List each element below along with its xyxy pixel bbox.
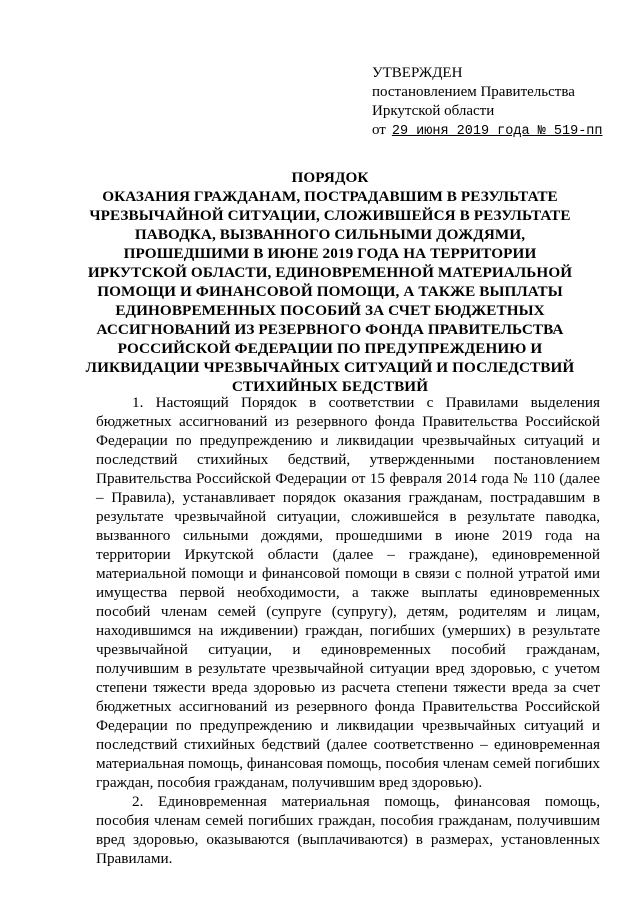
body-line: последствий стихийных бедствий (далее соответственно – единовременная <box>96 736 600 753</box>
body-line: находившимся на иждивении) граждан, погибших (умерших) в результате <box>96 622 600 639</box>
body-line: вызванного сильными дождями, прошедшими в июне 2019 года на <box>96 527 600 544</box>
approval-date-prefix: от <box>372 122 386 138</box>
body-line: Правительства Российской Федерации от 15 февраля 2014 года № 110 (далее <box>96 470 600 487</box>
title-line: ЕДИНОВРЕМЕННЫХ ПОСОБИЙ ЗА СЧЕТ БЮДЖЕТНЫХ <box>115 302 545 319</box>
approval-stamp <box>372 64 622 141</box>
body-line: материальной помощи и финансовой помощи в связи с полной утратой ими <box>96 565 600 582</box>
body-line: материальная помощь, финансовая помощь, пособия членам семей погибших <box>96 755 600 772</box>
paragraph-1 <box>96 393 600 792</box>
title-line: ЛИКВИДАЦИИ ЧРЕЗВЫЧАЙНЫХ СИТУАЦИЙ И ПОСЛЕДСТВИЙ <box>85 359 575 376</box>
title-line: АССИГНОВАНИЙ ИЗ РЕЗЕРВНОГО ФОНДА ПРАВИТЕЛЬСТВА <box>96 321 564 338</box>
body-line: степени тяжести вреда здоровью из расчета степени тяжести вреда за счет <box>96 679 600 696</box>
approval-date-line <box>372 121 622 141</box>
approval-date-value: 29 июня 2019 года № 519-пп <box>391 124 603 139</box>
body-line: результате чрезвычайной ситуации, сложившейся в результате паводка, <box>96 508 600 525</box>
body-line: 2. Единовременная материальная помощь, финансовая помощь, <box>132 793 600 810</box>
approval-region: Иркутской области <box>372 103 495 119</box>
body-line: пособий членам семей (супруге (супругу), детям, родителям и лицам, <box>96 603 600 620</box>
title-line: ПРОШЕДШИМИ В ИЮНЕ 2019 ГОДА НА ТЕРРИТОРИИ <box>123 245 537 262</box>
title-line: ПАВОДКА, ВЫЗВАННОГО СИЛЬНЫМИ ДОЖДЯМИ, <box>134 226 526 243</box>
approval-by-resolution: постановлением Правительства <box>372 84 575 100</box>
title-line: ЧРЕЗВЫЧАЙНОЙ СИТУАЦИИ, СЛОЖИВШЕЙСЯ В РЕЗУЛЬТАТЕ <box>89 207 571 224</box>
title-line: ПОМОЩИ И ФИНАНСОВОЙ ПОМОЩИ, А ТАКЖЕ ВЫПЛАТЫ <box>97 283 563 300</box>
approval-heading: УТВЕРЖДЕН <box>372 65 463 81</box>
body-line: Федерации по предупреждению и ликвидации чрезвычайных ситуаций и <box>96 432 600 449</box>
body-line: Федерации по предупреждению и ликвидации чрезвычайных ситуаций и <box>96 717 600 734</box>
body-line: территории Иркутской области (далее – граждане), единовременной <box>96 546 600 563</box>
title-line: ПОРЯДОК <box>291 169 369 186</box>
body-line: бюджетных ассигнований из резервного фонда Правительства Российской <box>96 698 600 715</box>
paragraph-2 <box>96 792 600 868</box>
body-line: получившим в результате чрезвычайной ситуации вред здоровью, с учетом <box>96 660 600 677</box>
body-line: бюджетных ассигнований из резервного фонда Правительства Российской <box>96 413 600 430</box>
body-line: – Правила), устанавливает порядок оказания гражданам, пострадавшим в <box>96 489 600 506</box>
title-line: ОКАЗАНИЯ ГРАЖДАНАМ, ПОСТРАДАВШИМ В РЕЗУЛЬТАТЕ <box>102 188 558 205</box>
body-line: 1. Настоящий Порядок в соответствии с Правилами выделения <box>132 394 600 411</box>
body-line: Правилами. <box>96 850 173 867</box>
body-line: чрезвычайной ситуации, и единовременных пособий гражданам, <box>96 641 600 658</box>
title-line: СТИХИЙНЫХ БЕДСТВИЙ <box>231 378 429 395</box>
body-line: граждан, пособия гражданам, получившим вред здоровью). <box>96 774 483 791</box>
body-line: вред здоровью, оказываются (выплачиваются) в размерах, установленных <box>96 831 600 848</box>
body-line: имущества первой необходимости, а также выплаты единовременных <box>96 584 600 601</box>
document-title <box>60 168 600 396</box>
title-line: ИРКУТСКОЙ ОБЛАСТИ, ЕДИНОВРЕМЕННОЙ МАТЕРИАЛЬНОЙ <box>87 264 573 281</box>
title-line: РОССИЙСКОЙ ФЕДЕРАЦИИ ПО ПРЕДУПРЕЖДЕНИЮ И <box>117 340 543 357</box>
body-line: последствий стихийных бедствий, утвержденными постановлением <box>96 451 600 468</box>
body-line: пособия членам семей погибших граждан, пособия гражданам, получившим <box>96 812 600 829</box>
document-body <box>96 393 600 868</box>
